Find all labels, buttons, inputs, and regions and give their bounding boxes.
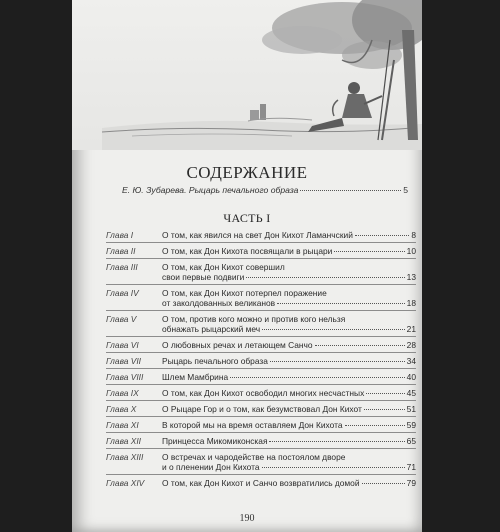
chapter-label: Глава X	[106, 404, 137, 414]
chapter-title-text: О том, как Дон Кихот совершил	[162, 262, 285, 272]
chapter-title-text: О Рыцаре Гор и о том, как безумствовал Дон Кихот	[162, 404, 362, 414]
chapter-title-text: О том, как Дон Кихот потерпел поражение	[162, 288, 327, 298]
chapter-title	[162, 372, 416, 382]
intro-entry[interactable]	[122, 185, 408, 195]
toc-row[interactable]	[106, 314, 416, 334]
leader-dots	[230, 377, 405, 378]
toc-row[interactable]	[106, 388, 416, 398]
toc-row[interactable]	[106, 436, 416, 446]
chapter-page: 71	[406, 462, 416, 472]
toc-row[interactable]	[106, 246, 416, 256]
chapter-label: Глава VIII	[106, 372, 144, 382]
chapter-label: Глава I	[106, 230, 134, 240]
chapter-title	[162, 388, 416, 398]
intro-entry-text: Е. Ю. Зубарева. Рыцарь печального образа	[122, 185, 299, 195]
chapter-title-text: от заколдованных великанов	[162, 298, 276, 308]
chapter-page: 21	[406, 324, 416, 334]
chapter-page: 79	[406, 478, 416, 488]
chapter-title-line	[162, 462, 416, 472]
toc-row[interactable]	[106, 372, 416, 382]
chapter-label: Глава XI	[106, 420, 139, 430]
leader-dots	[300, 190, 401, 191]
row-divider	[106, 384, 416, 385]
chapter-page: 51	[406, 404, 416, 414]
chapter-page: 28	[406, 340, 416, 350]
chapter-title-text: Шлем Мамбрина	[162, 372, 229, 382]
leader-dots	[355, 235, 409, 236]
toc-row[interactable]	[106, 288, 416, 308]
chapter-label: Глава XIII	[106, 452, 144, 462]
toc-row[interactable]	[106, 262, 416, 282]
chapter-title-text: О любовных речах и летающем Санчо	[162, 340, 313, 350]
chapter-title-line	[162, 404, 416, 414]
chapter-title-line	[162, 262, 416, 272]
row-divider	[106, 284, 416, 285]
book-page	[72, 0, 422, 532]
leader-dots	[345, 425, 405, 426]
chapter-page: 18	[406, 298, 416, 308]
toc-row[interactable]	[106, 420, 416, 430]
chapter-title-text: О том, против кого можно и против кого нельзя	[162, 314, 346, 324]
chapter-title-text: О том, как Дон Кихот освободил многих несчастных	[162, 388, 365, 398]
leader-dots	[334, 251, 404, 252]
chapter-label: Глава VII	[106, 356, 141, 366]
toc-row[interactable]	[106, 230, 416, 240]
leader-dots	[277, 303, 405, 304]
chapter-title-line	[162, 356, 416, 366]
chapter-title-text: Принцесса Микомиконская	[162, 436, 268, 446]
part-heading: ЧАСТЬ I	[223, 211, 271, 225]
chapter-title-text: О том, как Дон Кихота посвящали в рыцари	[162, 246, 333, 256]
row-divider	[106, 368, 416, 369]
chapter-title	[162, 230, 416, 240]
chapter-page: 13	[406, 272, 416, 282]
chapter-title	[162, 314, 416, 334]
chapter-title	[162, 340, 416, 350]
chapter-title-text: и о пленении Дон Кихота	[162, 462, 260, 472]
toc-row[interactable]	[106, 404, 416, 414]
chapter-label: Глава II	[106, 246, 136, 256]
don-quixote-illustration	[72, 0, 422, 150]
chapter-label: Глава XIV	[106, 478, 145, 488]
chapter-label: Глава VI	[106, 340, 139, 350]
chapter-title-line	[162, 340, 416, 350]
chapter-title	[162, 436, 416, 446]
chapter-title	[162, 288, 416, 308]
chapter-page: 59	[406, 420, 416, 430]
chapter-label: Глава IX	[106, 388, 139, 398]
row-divider	[106, 474, 416, 475]
leader-dots	[246, 277, 404, 278]
row-divider	[106, 336, 416, 337]
chapter-title-text: О встречах и чародействе на постоялом дворе	[162, 452, 346, 462]
chapter-title-text: свои первые подвиги	[162, 272, 245, 282]
chapter-title	[162, 404, 416, 414]
row-divider	[106, 258, 416, 259]
table-of-contents	[106, 230, 416, 488]
chapter-page: 10	[406, 246, 416, 256]
leader-dots	[315, 345, 405, 346]
leader-dots	[362, 483, 405, 484]
chapter-title-line	[162, 478, 416, 488]
chapter-page: 8	[411, 230, 416, 240]
chapter-label: Глава IV	[106, 288, 139, 298]
page-number: 190	[239, 513, 255, 524]
chapter-title-text: обнажать рыцарский меч	[162, 324, 261, 334]
chapter-title-text: В которой мы на время оставляем Дон Кихота	[162, 420, 343, 430]
chapter-title	[162, 246, 416, 256]
row-divider	[106, 416, 416, 417]
chapter-label: Глава V	[106, 314, 137, 324]
leader-dots	[364, 409, 405, 410]
chapter-page: 34	[406, 356, 416, 366]
leader-dots	[262, 329, 405, 330]
row-divider	[106, 310, 416, 311]
chapter-title-line	[162, 298, 416, 308]
row-divider	[106, 448, 416, 449]
chapter-title	[162, 420, 416, 430]
row-divider	[106, 242, 416, 243]
chapter-title-line	[162, 230, 416, 240]
chapter-title-line	[162, 372, 416, 382]
toc-row[interactable]	[106, 356, 416, 366]
chapter-title-line	[162, 388, 416, 398]
chapter-label: Глава XII	[106, 436, 141, 446]
chapter-title	[162, 478, 416, 488]
toc-row[interactable]	[106, 478, 416, 488]
chapter-title-line	[162, 420, 416, 430]
row-divider	[106, 352, 416, 353]
row-divider	[106, 400, 416, 401]
chapter-title-line	[162, 288, 416, 298]
leader-dots	[262, 467, 405, 468]
chapter-title-text: О том, как Дон Кихот и Санчо возвратились домой	[162, 478, 360, 488]
chapter-title-text: О том, как явился на свет Дон Кихот Ламанчский	[162, 230, 353, 240]
chapter-page: 40	[406, 372, 416, 382]
intro-entry-page: 5	[403, 185, 408, 195]
chapter-title-line	[162, 272, 416, 282]
chapter-page: 65	[406, 436, 416, 446]
chapter-label: Глава III	[106, 262, 138, 272]
leader-dots	[366, 393, 404, 394]
row-divider	[106, 432, 416, 433]
chapter-title	[162, 262, 416, 282]
chapter-title	[162, 356, 416, 366]
chapter-title-line	[162, 324, 416, 334]
chapter-title-line	[162, 314, 416, 324]
contents-heading: СОДЕРЖАНИЕ	[186, 163, 308, 182]
chapter-page: 45	[406, 388, 416, 398]
toc-row[interactable]	[106, 340, 416, 350]
leader-dots	[269, 441, 404, 442]
chapter-title-line	[162, 436, 416, 446]
chapter-title-line	[162, 246, 416, 256]
chapter-title-text: Рыцарь печального образа	[162, 356, 268, 366]
toc-row[interactable]	[106, 452, 416, 472]
chapter-title	[162, 452, 416, 472]
leader-dots	[270, 361, 405, 362]
chapter-title-line	[162, 452, 416, 462]
